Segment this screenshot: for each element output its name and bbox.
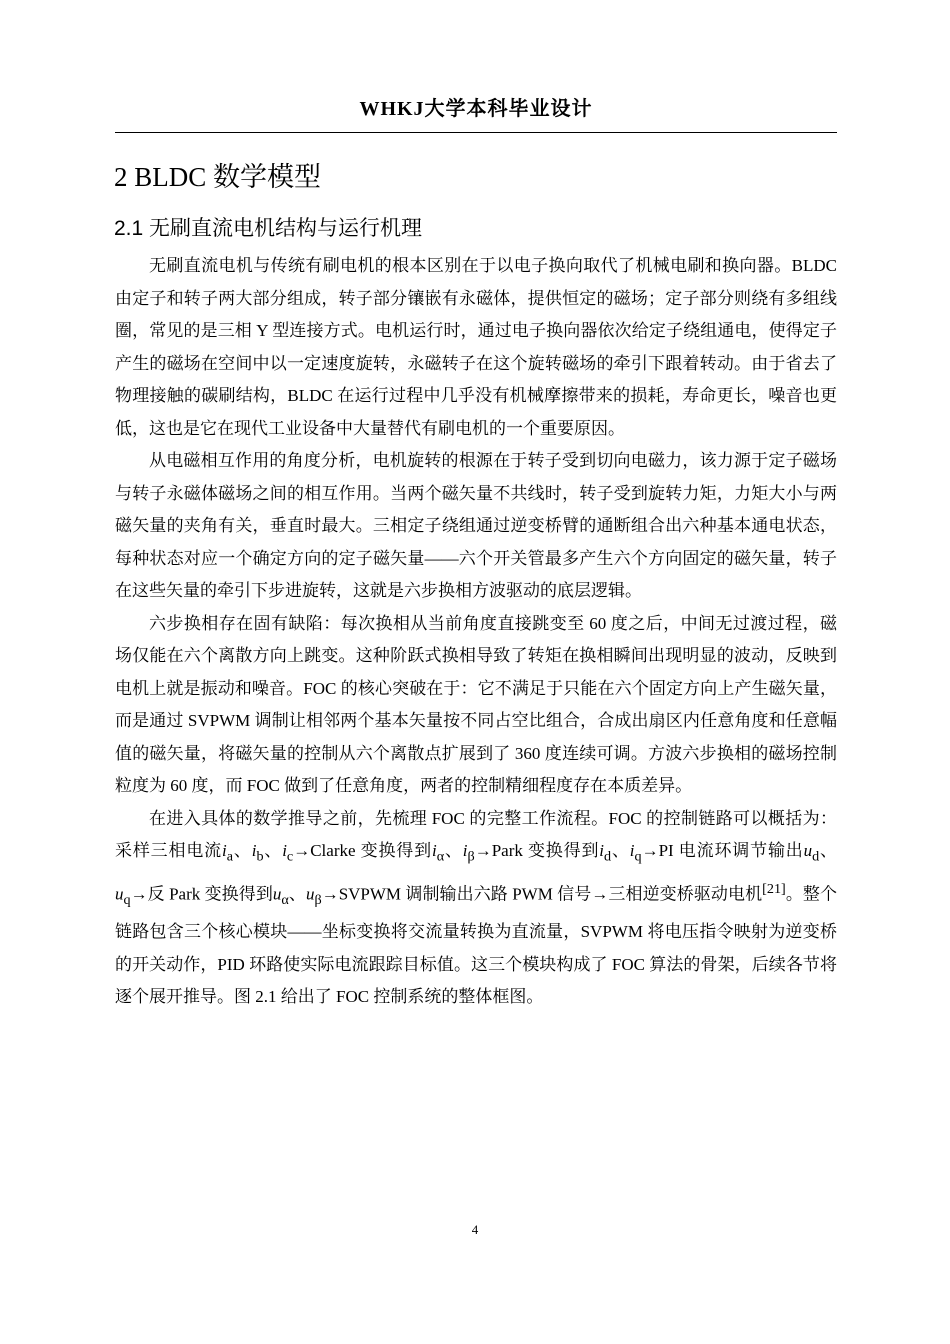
text-run: 在进入具体的数学推导之前，先梳理 FOC 的完整工作流程。FOC 的控制链路可以概括为：采样三相电流	[115, 808, 837, 860]
math-subscript: β	[314, 891, 322, 908]
text-run: 、	[233, 841, 252, 860]
text-run: →PI 电流环调节输出	[641, 841, 804, 860]
text-run: 、	[611, 841, 630, 860]
page-number: 4	[471, 1222, 479, 1237]
math-subscript: q	[123, 891, 131, 908]
math-symbol: u	[803, 841, 813, 860]
text-run: →反 Park 变换得到	[130, 884, 273, 904]
header-rule	[115, 132, 837, 133]
math-symbol: u	[306, 884, 315, 904]
math-symbol: u	[115, 884, 124, 904]
math-symbol: i	[629, 841, 635, 860]
citation-reference[interactable]: [21]	[762, 880, 786, 897]
text-run: 。整个链路包含三个核心模块——坐标变换将交流量转换为直流量，SVPWM 将电压指令映射为逆变桥的开关动作，PID 环路使实际电流跟踪目标值。这三个模块构成了 FOC 算法的骨架，后续各节将逐个展开推导。图 2.1 给出了 FOC 控制系统的整体框图。	[115, 884, 837, 1007]
math-subscript: β	[467, 848, 475, 865]
math-subscript: q	[634, 848, 642, 865]
math-subscript: d	[812, 848, 820, 865]
text-run: 、	[263, 841, 283, 860]
math-symbol: i	[282, 841, 287, 860]
math-symbol: i	[251, 841, 257, 860]
math-symbol: u	[272, 884, 282, 904]
math-subscript: c	[286, 848, 294, 865]
text-run: →Clarke 变换得到	[293, 841, 432, 860]
math-symbol: i	[431, 841, 437, 860]
paragraph-4	[115, 803, 837, 1014]
section-title: 2.1 无刷直流电机结构与运行机理	[114, 217, 423, 240]
math-subscript: a	[226, 848, 234, 865]
body-text	[115, 250, 837, 1014]
math-symbol: i	[599, 841, 605, 860]
text-run: →SVPWM 调制输出六路 PWM 信号→三相逆变桥驱动电机	[321, 884, 763, 904]
math-subscript: α	[436, 848, 445, 865]
math-subscript: d	[604, 848, 612, 865]
paragraph-1: 无刷直流电机与传统有刷电机的根本区别在于以电子换向取代了机械电刷和换向器。BLDC 由定子和转子两大部分组成，转子部分镶嵌有永磁体，提供恒定的磁场；定子部分则绕有多组线圈，常见的是三相 Y 型连接方式。电机运行时，通过电子换向器依次给定子绕组通电，使得定子产生的磁场在空间中以一定速度旋转，永磁转子在这个旋转磁场的牵引下跟着转动。由于省去了物理接触的碳刷结构，BLDC 在运行过程中几乎没有机械摩擦带来的损耗，寿命更长，噪音也更低，这也是它在现代工业设备中大量替代有刷电机的一个重要原因。	[115, 256, 837, 438]
text-run: 、	[444, 841, 463, 860]
text-run: 、	[288, 884, 306, 904]
text-run: 、	[819, 841, 838, 860]
math-subscript: α	[281, 891, 289, 908]
math-symbol: i	[222, 841, 227, 860]
paragraph-3: 六步换相存在固有缺陷：每次换相从当前角度直接跳变至 60 度之后，中间无过渡过程，磁场仅能在六个离散方向上跳变。这种阶跃式换相导致了转矩在换相瞬间出现明显的波动，反映到电机上就是振动和噪音。FOC 的核心突破在于：它不满足于只能在六个固定方向上产生磁矢量，而是通过 SVPWM 调制让相邻两个基本矢量按不同占空比组合，合成出扇区内任意角度和任意幅值的磁矢量，将磁矢量的控制从六个离散点扩展到了 360 度连续可调。方波六步换相的磁场控制粒度为 60 度，而 FOC 做到了任意角度，两者的控制精细程度存在本质差异。	[115, 613, 837, 795]
paragraph-2: 从电磁相互作用的角度分析，电机旋转的根源在于转子受到切向电磁力，该力源于定子磁场与转子永磁体磁场之间的相互作用。当两个磁矢量不共线时，转子受到旋转力矩，力矩大小与两磁矢量的夹角有关，垂直时最大。三相定子绕组通过逆变桥臂的通断组合出六种基本通电状态，每种状态对应一个确定方向的定子磁矢量——六个开关管最多产生六个方向固定的磁矢量，转子在这些矢量的牵引下步进旋转，这就是六步换相方波驱动的底层逻辑。	[115, 451, 837, 600]
text-run: →Park 变换得到	[474, 841, 600, 860]
chapter-title: 2 BLDC 数学模型	[114, 162, 322, 192]
math-symbol: i	[462, 841, 468, 860]
running-header: WHKJ大学本科毕业设计	[359, 98, 593, 120]
math-subscript: b	[256, 848, 264, 865]
